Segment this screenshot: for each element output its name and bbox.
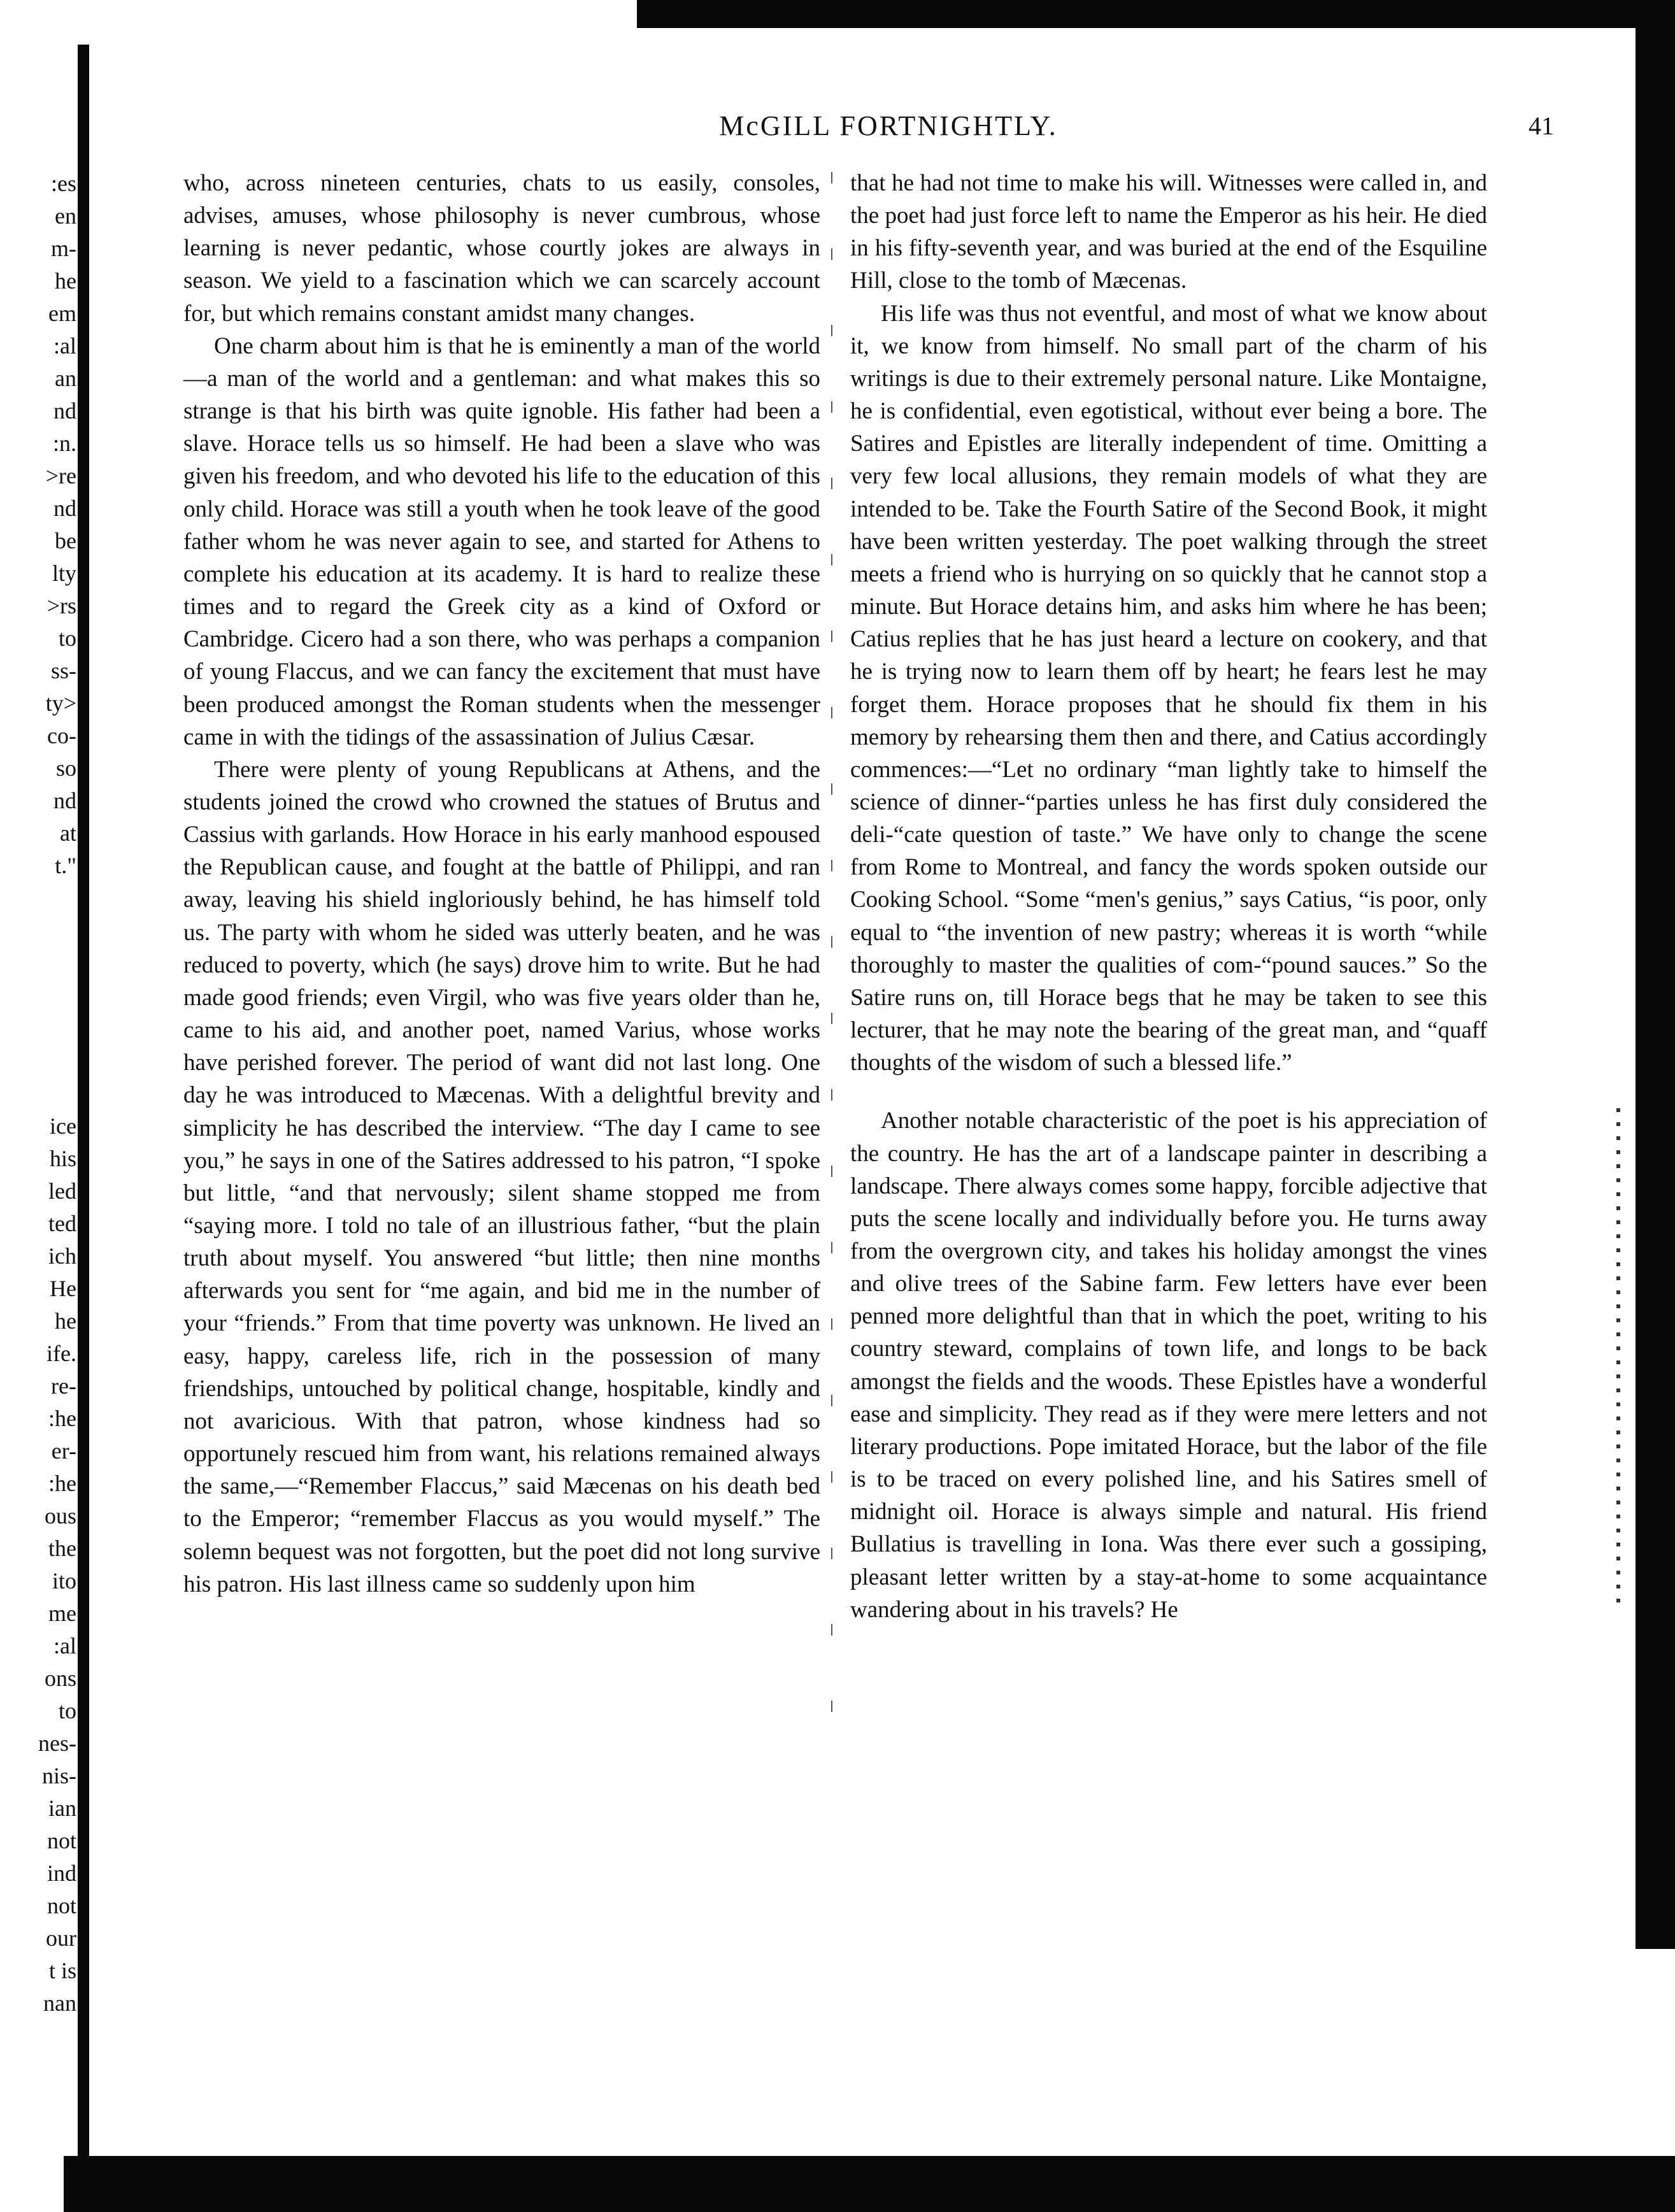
scan-edge-top	[637, 0, 1675, 28]
adjacent-page-fragment: :al	[53, 333, 76, 359]
adjacent-page-fragment: t."	[55, 853, 76, 878]
adjacent-page-fragment: :he	[48, 1471, 76, 1496]
adjacent-page-fragment: not	[46, 1893, 76, 1918]
adjacent-page-fragment: ife.	[46, 1341, 76, 1366]
adjacent-page-fragment: he	[55, 1308, 76, 1334]
adjacent-page-fragment: m-	[51, 236, 76, 261]
adjacent-page-fragment: so	[55, 755, 76, 781]
adjacent-page-fragment: co-	[47, 723, 76, 748]
paragraph: Another notable characteristic of the poet is his appreciation of the country. He has the art of a landscape painter in describing a landscape. There always comes some happy, forcible adjective that puts the scene locally and individually before you. He turns away from the overgrown city, and takes his holiday amongst the vines and olive trees of the Sabine farm. Few letters have ever been penned more delightful than that in which the poet, writing to his country steward, complains of town life, and longs to be back amongst the fields and the woods. These Epistles have a wonderful ease and simplicity. They read as if they were mere letters and not literary productions. Pope imitated Horace, but the labor of the file is to be traced on every polished line, and his Satires smell of midnight oil. Horace is always simple and natural. His friend Bullatius is travelling in Iona. Was there ever such a gossiping, pleasant letter written by a stay-at-home to some acquaintance wandering about in his travels? He	[850, 1108, 1487, 1623]
adjacent-page-fragment: ted	[48, 1211, 76, 1236]
adjacent-page-fragment: :al	[53, 1633, 76, 1659]
adjacent-page-fragment: ito	[52, 1568, 76, 1594]
paragraph: His life was thus not eventful, and most of what we know about it, we know from himself. No small part of the charm of his writings is due to their extremely personal nature. Like Montaigne, he is confidential, even egotistical, without ever being a bore. The Satires and Epistles are literally independent of time. Omitting a very few local allusions, they remain models of what they are intended to be. Take the Fourth Satire of the Second Book, it might have been written yesterday. The poet walking through the street meets a friend who is hurrying on so quickly that he cannot stop a minute. But Horace detains him, and asks him where he has been; Catius replies that he has just heard a lecture on cookery, and that he is trying now to learn them off by heart; he fears lest he may forget them. Horace proposes that he should fix them in his memory by rehearsing them then and there, and Catius accordingly commences:—“Let no ordinary “man lightly take to himself the science of dinner-“parties unless he has first duly considered the deli-“cate question of taste.” We have only to change the scene from Rome to Montreal, and fancy the words spoken outside our Cooking School. “Some “men's genius,” says Catius, “is poor, only equal to “the invention of new pastry; whereas it is worth “while thoroughly to master the qualities of com-“pound sauces.” So the Satire runs on, till Horace begs that he may be taken to see this lecturer, that he may note the bearing of the great man, and “quaff thoughts of the wisdom of such a blessed life.”	[850, 300, 1487, 1076]
adjacent-page-fragment: ian	[48, 1795, 76, 1821]
page-number: 41	[1529, 111, 1554, 140]
adjacent-page-fragment: ous	[44, 1503, 76, 1529]
paragraph: There were plenty of young Republicans at Athens, and the students joined the crowd who crowned the statues of Brutus and Cassius with garlands. How Horace in his early manhood espoused the Republican cause, and fought at the battle of Philippi, and ran away, leaving his shield ingloriously behind, he has himself told us. The party with whom he sided was utterly beaten, and he was reduced to poverty, which (he says) drove him to write. But he had made good friends; even Virgil, who was five years older than he, came to his aid, and another poet, named Varius, whose works have perished forever. The period of want did not last long. One day he was introduced to Mæcenas. With a delightful brevity and simplicity he has described the interview. “The day I came to see you,” he says in one of the Satires addressed to his patron, “I spoke but little, “and that nervously; silent shame stopped me from “saying more. I told no tale of an illustrious father, “but the plain truth about myself. You answered “but little; then nine months afterwards you sent for “me again, and bid me in the number of your “friends.” From that time poverty was unknown. He lived an easy, happy, careless life, rich in the possession of many friendships, untouched by political change, hospitable, kindly and not avaricious. With that patron, whose kindness had so opportunely rescued him from want, his relations remained always the same,—“Remember Flaccus,” said Mæcenas on his death bed to the Emperor; “remember Flaccus as you would myself.” The solemn bequest was not forgotten, but the poet did not long survive his patron. His last illness came so suddenly upon him	[183, 756, 820, 1597]
adjacent-page-fragment: to	[58, 1698, 76, 1723]
adjacent-page-fragment: nd	[53, 496, 76, 521]
adjacent-page-fragment: an	[55, 366, 76, 391]
left-column	[183, 167, 820, 1601]
adjacent-page-fragment: at	[60, 820, 76, 846]
adjacent-page-fragment: our	[46, 1925, 76, 1951]
adjacent-page-fragment: ty>	[45, 690, 76, 716]
scan-edge-bottom	[64, 2156, 1675, 2212]
adjacent-page-fragment: the	[48, 1536, 76, 1561]
adjacent-page-fragment: er-	[51, 1438, 76, 1464]
adjacent-page-fragment: be	[55, 528, 76, 553]
adjacent-page-fragment: ss-	[50, 658, 76, 683]
adjacent-page-fragment: not	[46, 1828, 76, 1853]
adjacent-page-fragment: nan	[43, 1990, 76, 2016]
adjacent-page-fragment: >rs	[46, 593, 76, 618]
adjacent-page-fragment: >re	[45, 463, 76, 489]
adjacent-page-fragments	[6, 172, 76, 2108]
paragraph: that he had not time to make his will. Witnesses were called in, and the poet had just force left to name the Emperor as his heir. He died in his fifty-seventh year, and was buried at the end of the Esquiline Hill, close to the tomb of Mæcenas.	[850, 170, 1487, 294]
adjacent-page-fragment: He	[50, 1276, 76, 1301]
adjacent-page-fragment: led	[48, 1178, 76, 1204]
paragraph: who, across nineteen centuries, chats to us easily, consoles, advises, amuses, whose philosophy is never cumbrous, whose learning is never pedantic, whose courtly jokes are always in season. We yield to a fascination which we can scarcely account for, but which remains constant amidst many changes.	[183, 170, 820, 327]
right-column	[850, 167, 1487, 1626]
scan-spine-shadow	[78, 45, 89, 2159]
paragraph: One charm about him is that he is eminently a man of the world—a man of the world and a gentleman: and what makes this so strange is that his birth was quite ignoble. His father had been a slave. Horace tells us so himself. He had been a slave who was given his freedom, and who devoted his life to the education of this only child. Horace was still a youth when he took leave of the good father whom he was never again to see, and started for Athens to complete his education at its academy. It is hard to realize these times and to regard the Greek city as a kind of Oxford or Cambridge. Cicero had a son there, who was perhaps a companion of young Flaccus, and we can fancy the excitement that must have been produced amongst the Roman students when the messenger came in with the tidings of the assassination of Julius Cæsar.	[183, 332, 820, 750]
scan-edge-right	[1636, 13, 1675, 1949]
adjacent-page-fragment: ind	[46, 1860, 76, 1886]
adjacent-page-fragment: his	[49, 1146, 76, 1171]
adjacent-page-fragment: to	[58, 625, 76, 651]
adjacent-page-fragment: nd	[53, 398, 76, 424]
adjacent-page-fragment: lty	[52, 560, 76, 586]
adjacent-page-fragment: re-	[51, 1373, 76, 1399]
adjacent-page-fragment: :es	[51, 171, 76, 196]
adjacent-page-fragment: t is	[48, 1958, 76, 1983]
running-header	[210, 107, 1567, 148]
column-divider	[831, 172, 832, 1764]
adjacent-page-fragment: nd	[53, 788, 76, 813]
adjacent-page-fragment: :n.	[52, 431, 76, 456]
adjacent-page-fragment: ons	[44, 1666, 76, 1691]
adjacent-page-fragment: nis-	[42, 1763, 76, 1788]
adjacent-page-fragment: en	[55, 203, 76, 229]
scan-edge-top-rule	[752, 6, 1675, 10]
running-title: McGILL FORTNIGHTLY.	[719, 110, 1058, 141]
adjacent-page-fragment: me	[48, 1601, 76, 1626]
adjacent-page-fragment: nes-	[38, 1730, 76, 1756]
adjacent-page-fragment: em	[48, 301, 76, 326]
adjacent-page-fragment: ich	[48, 1243, 76, 1269]
adjacent-page-fragment: ice	[50, 1113, 76, 1139]
adjacent-page-fragment: :he	[48, 1406, 76, 1431]
adjacent-page-fragment: he	[55, 268, 76, 294]
scan-specks	[1616, 1108, 1620, 1605]
